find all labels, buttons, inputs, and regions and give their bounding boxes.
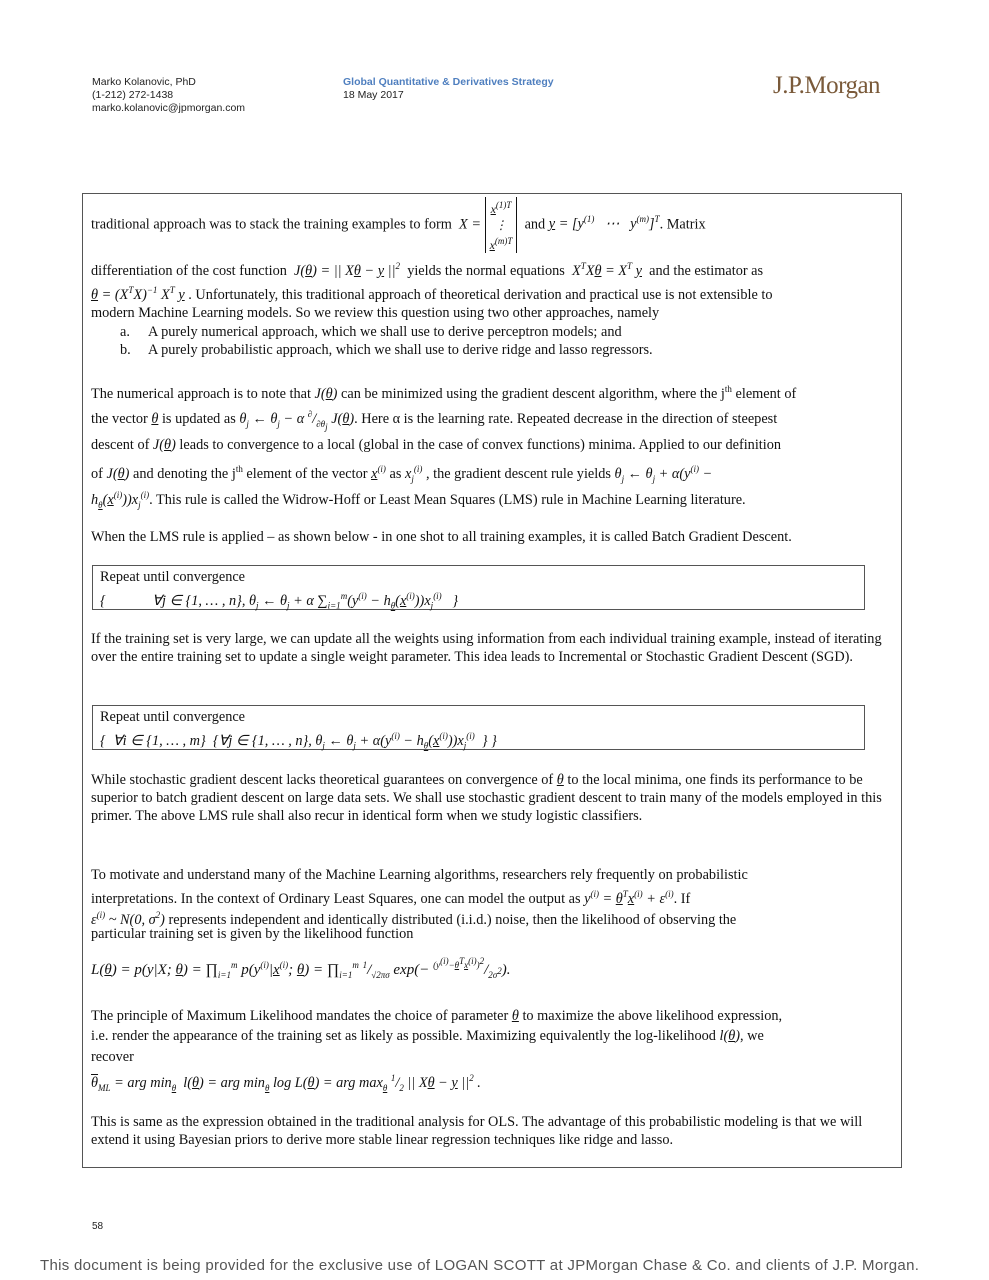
paragraph-numerical-1: The numerical approach is to note that J(θ) can be minimized using the gradient descent algorithm, where the $j^{th}$ element of bbox=[91, 384, 797, 402]
jpmorgan-logo: J.P.Morgan bbox=[773, 72, 881, 99]
batch-gd-box bbox=[92, 565, 865, 610]
likelihood-formula: L(θ) = p(y|X; $\theta) = \prod_{i=1}^m$ $p(y^{(i)}|x^{(i)}$; $\theta) = \prod_{i=1}^m$ $^1/_{√2\pi\sigma}$ $\exp(- ^{(y^{(i)}-\theta^Tx^{(i)})^2}/_{2\sigma^2})$. bbox=[91, 956, 511, 980]
paragraph-lms-intro: When the LMS rule is applied – as shown below - in one shot to all training examples, it is called Batch Gradient Descent. bbox=[91, 529, 792, 545]
list-item: b. A purely probabilistic approach, which we shall use to derive ridge and lasso regressors. bbox=[120, 342, 653, 358]
author-phone: (1-212) 272-1438 bbox=[92, 89, 174, 101]
paragraph-ml-3: recover bbox=[91, 1049, 134, 1065]
paragraph-estimator: $\theta = (X^TX)^{-1}$ $X^T$ y . Unfortunately, this traditional approach of theoretical derivation and practical use is not extensible to bbox=[91, 285, 773, 303]
paragraph-sgd-performance: While stochastic gradient descent lacks theoretical guarantees on convergence of θ to the local minima, one finds its performance to be superior to batch gradient descent on large data sets. We shall use stochastic gradient descent to train many of the models employed in this primer. The above LMS rule shall also recur in identical form when we study logistic classifiers. bbox=[91, 772, 882, 824]
paragraph-prob-2: interpretations. In the context of Ordinary Least Squares, one can model the output as $y^{(i)} = \theta^Tx^{(i)} + \varepsilon^{(i)}$. If bbox=[91, 889, 691, 907]
sgd-box bbox=[92, 705, 865, 750]
paragraph-ml-2: i.e. render the appearance of the training set as likely as possible. Maximizing equivalently the log-likelihood l(θ), we bbox=[91, 1028, 764, 1044]
paragraph-prob-1: To motivate and understand many of the Machine Learning algorithms, researchers rely frequently on probabilistic bbox=[91, 867, 748, 883]
author-block bbox=[92, 76, 245, 115]
matrix-x: $x^{(1)T}$ ⋮ $x^{(m)T}$ bbox=[485, 197, 518, 253]
page-number: 58 bbox=[92, 1221, 104, 1232]
paragraph-conclusion: This is same as the expression obtained in the traditional analysis for OLS. The advantage of this probabilistic modeling is that we will extend it using Bayesian priors to derive more stable linear regression techniques like ridge and lasso. bbox=[91, 1114, 863, 1148]
paragraph-ml-1: The principle of Maximum Likelihood mandates the choice of parameter θ to maximize the above likelihood expression, bbox=[91, 1008, 783, 1024]
paragraph-prob-4: particular training set is given by the likelihood function bbox=[91, 926, 414, 942]
author-email: marko.kolanovic@jpmorgan.com bbox=[92, 102, 246, 114]
paragraph-prob-3: $\varepsilon^{(i)}$ ~ N(0, $\sigma^2$) represents independent and identically distributed (i.i.d.) noise, then the likelihood of observing the bbox=[91, 910, 737, 928]
report-date: 18 May 2017 bbox=[343, 89, 404, 101]
report-meta bbox=[343, 76, 554, 102]
box-title: Repeat until convergence bbox=[100, 709, 246, 725]
department-title: Global Quantitative & Derivatives Strategy bbox=[343, 76, 554, 88]
paragraph-stacking: traditional approach was to stack the training examples to form $X = x^{(1)T}$ ⋮ $x^{(m)T}$ and $y = [y^{(1)}$ ⋯ $y^{(m)}]^T$. Matrix bbox=[91, 197, 897, 253]
list-item: a. A purely numerical approach, which we shall use to derive perceptron models; and bbox=[120, 324, 622, 340]
footer-disclaimer: This document is being provided for the exclusive use of LOGAN SCOTT at JPMorgan Chase & Co. and clients of J.P. Morgan. bbox=[40, 1257, 920, 1274]
author-name: Marko Kolanovic, PhD bbox=[92, 76, 196, 88]
batch-gd-formula: { ∀j ∈ {1, … , n}, $\theta_j$ ← $\theta_j + \alpha$ $\sum_{i=1}^m(y^{(i)} - h_\theta(x^{(i)}))x_j^{(i)}$ } bbox=[100, 591, 459, 611]
paragraph-numerical-2: the vector θ is updated as $\theta_j$ ← $\theta_j - \alpha$ $^\partial/_{\partial\theta_j}$ J(θ). Here α is the learning rate. Repeated decrease in the direction of steepest bbox=[91, 409, 778, 432]
paragraph-numerical-3: descent of J(θ) leads to convergence to a local (global in the case of convex functions) minima. Applied to our definition bbox=[91, 437, 782, 453]
paragraph-numerical-4: of J(θ) and denoting the $j^{th}$ element of the vector $x^{(i)}$ as $x_j^{(i)}$ , the gradient descent rule yields $\theta_j$ ← $\theta_j + \alpha(y^{(i)}$ − bbox=[91, 464, 713, 484]
paragraph-approaches: modern Machine Learning models. So we review this question using two other approaches, namely bbox=[91, 305, 660, 321]
paragraph-cost: differentiation of the cost function J(θ) = || Xθ − y $||^2$ yields the normal equations $X^TX\theta = X^T$ y and the estimator as bbox=[91, 261, 764, 279]
paragraph-numerical-5: $h_\theta(x^{(i)}))x_j^{(i)}$. This rule is called the Widrow-Hoff or Least Mean Squares (LMS) rule in Machine Learning literature. bbox=[91, 490, 746, 510]
box-title: Repeat until convergence bbox=[100, 569, 246, 585]
paragraph-sgd: If the training set is very large, we can update all the weights using information from each individual training example, instead of iterating over the entire training set to update a single weight parameter. This idea leads to Incremental or Stochastic Gradient Descent (SGD). bbox=[91, 631, 882, 665]
ml-estimator-formula: $\overline{\theta}_{ML}$ = arg $\min_\theta l(\theta)$ = arg $\min_\theta \log L(\theta)$ = arg $\max_\theta ^1/_2$ || Xθ − y $||^2$ . bbox=[91, 1073, 481, 1093]
sgd-formula: { ∀i ∈ {1, … , m} {∀j ∈ {1, … , n}, $\theta_j$ ← $\theta_j + \alpha(y^{(i)} - h_\theta(x^{(i)}))x_j^{(i)}$ } } bbox=[100, 731, 497, 751]
